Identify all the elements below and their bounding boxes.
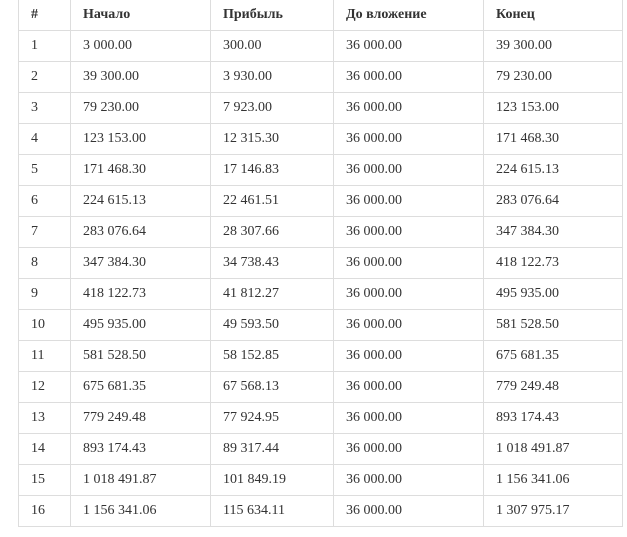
cell-end: 283 076.64 (484, 185, 623, 216)
cell-profit: 34 738.43 (211, 247, 334, 278)
table-row (19, 154, 623, 185)
cell-deposit: 36 000.00 (334, 30, 484, 61)
cell-start: 171 468.30 (71, 154, 211, 185)
header-end: Конец (484, 0, 623, 30)
cell-start: 581 528.50 (71, 340, 211, 371)
cell-deposit: 36 000.00 (334, 278, 484, 309)
cell-deposit: 36 000.00 (334, 309, 484, 340)
cell-end: 39 300.00 (484, 30, 623, 61)
table-row (19, 340, 623, 371)
cell-index: 14 (19, 433, 71, 464)
cell-start: 123 153.00 (71, 123, 211, 154)
table-row (19, 30, 623, 61)
cell-profit: 49 593.50 (211, 309, 334, 340)
header-profit: Прибыль (211, 0, 334, 30)
cell-end: 495 935.00 (484, 278, 623, 309)
cell-end: 347 384.30 (484, 216, 623, 247)
cell-index: 5 (19, 154, 71, 185)
cell-index: 8 (19, 247, 71, 278)
investment-table-container (18, 0, 623, 527)
cell-start: 224 615.13 (71, 185, 211, 216)
cell-end: 779 249.48 (484, 371, 623, 402)
cell-start: 347 384.30 (71, 247, 211, 278)
cell-index: 7 (19, 216, 71, 247)
cell-end: 1 156 341.06 (484, 464, 623, 495)
table-row (19, 278, 623, 309)
cell-profit: 22 461.51 (211, 185, 334, 216)
table-row (19, 371, 623, 402)
cell-deposit: 36 000.00 (334, 185, 484, 216)
table-row (19, 61, 623, 92)
cell-end: 581 528.50 (484, 309, 623, 340)
cell-index: 12 (19, 371, 71, 402)
cell-deposit: 36 000.00 (334, 495, 484, 526)
table-body (19, 30, 623, 526)
cell-deposit: 36 000.00 (334, 92, 484, 123)
cell-index: 11 (19, 340, 71, 371)
table-row (19, 185, 623, 216)
cell-start: 418 122.73 (71, 278, 211, 309)
cell-index: 9 (19, 278, 71, 309)
table-row (19, 123, 623, 154)
header-row (19, 0, 623, 30)
cell-profit: 17 146.83 (211, 154, 334, 185)
cell-deposit: 36 000.00 (334, 464, 484, 495)
cell-end: 123 153.00 (484, 92, 623, 123)
cell-index: 13 (19, 402, 71, 433)
cell-end: 224 615.13 (484, 154, 623, 185)
table-row (19, 433, 623, 464)
header-deposit: До вложение (334, 0, 484, 30)
cell-index: 2 (19, 61, 71, 92)
cell-index: 16 (19, 495, 71, 526)
table-row (19, 309, 623, 340)
cell-profit: 101 849.19 (211, 464, 334, 495)
cell-index: 1 (19, 30, 71, 61)
cell-deposit: 36 000.00 (334, 433, 484, 464)
cell-deposit: 36 000.00 (334, 216, 484, 247)
cell-start: 1 156 341.06 (71, 495, 211, 526)
cell-profit: 67 568.13 (211, 371, 334, 402)
cell-index: 15 (19, 464, 71, 495)
cell-end: 675 681.35 (484, 340, 623, 371)
cell-start: 283 076.64 (71, 216, 211, 247)
cell-deposit: 36 000.00 (334, 123, 484, 154)
cell-start: 79 230.00 (71, 92, 211, 123)
cell-deposit: 36 000.00 (334, 371, 484, 402)
table-row (19, 464, 623, 495)
cell-end: 893 174.43 (484, 402, 623, 433)
cell-start: 675 681.35 (71, 371, 211, 402)
cell-deposit: 36 000.00 (334, 154, 484, 185)
cell-profit: 89 317.44 (211, 433, 334, 464)
investment-table (18, 0, 623, 527)
cell-profit: 3 930.00 (211, 61, 334, 92)
cell-profit: 41 812.27 (211, 278, 334, 309)
cell-end: 418 122.73 (484, 247, 623, 278)
cell-index: 10 (19, 309, 71, 340)
table-row (19, 92, 623, 123)
table-header (19, 0, 623, 30)
cell-profit: 12 315.30 (211, 123, 334, 154)
cell-profit: 7 923.00 (211, 92, 334, 123)
cell-profit: 115 634.11 (211, 495, 334, 526)
cell-profit: 77 924.95 (211, 402, 334, 433)
cell-start: 1 018 491.87 (71, 464, 211, 495)
cell-index: 3 (19, 92, 71, 123)
header-index: # (19, 0, 71, 30)
cell-end: 79 230.00 (484, 61, 623, 92)
cell-end: 171 468.30 (484, 123, 623, 154)
cell-deposit: 36 000.00 (334, 247, 484, 278)
table-row (19, 402, 623, 433)
cell-deposit: 36 000.00 (334, 402, 484, 433)
cell-start: 779 249.48 (71, 402, 211, 433)
cell-profit: 300.00 (211, 30, 334, 61)
cell-start: 39 300.00 (71, 61, 211, 92)
cell-profit: 28 307.66 (211, 216, 334, 247)
cell-deposit: 36 000.00 (334, 340, 484, 371)
header-start: Начало (71, 0, 211, 30)
cell-index: 6 (19, 185, 71, 216)
table-row (19, 495, 623, 526)
cell-end: 1 018 491.87 (484, 433, 623, 464)
cell-deposit: 36 000.00 (334, 61, 484, 92)
table-row (19, 216, 623, 247)
cell-start: 893 174.43 (71, 433, 211, 464)
cell-start: 3 000.00 (71, 30, 211, 61)
cell-index: 4 (19, 123, 71, 154)
cell-profit: 58 152.85 (211, 340, 334, 371)
table-row (19, 247, 623, 278)
cell-end: 1 307 975.17 (484, 495, 623, 526)
cell-start: 495 935.00 (71, 309, 211, 340)
